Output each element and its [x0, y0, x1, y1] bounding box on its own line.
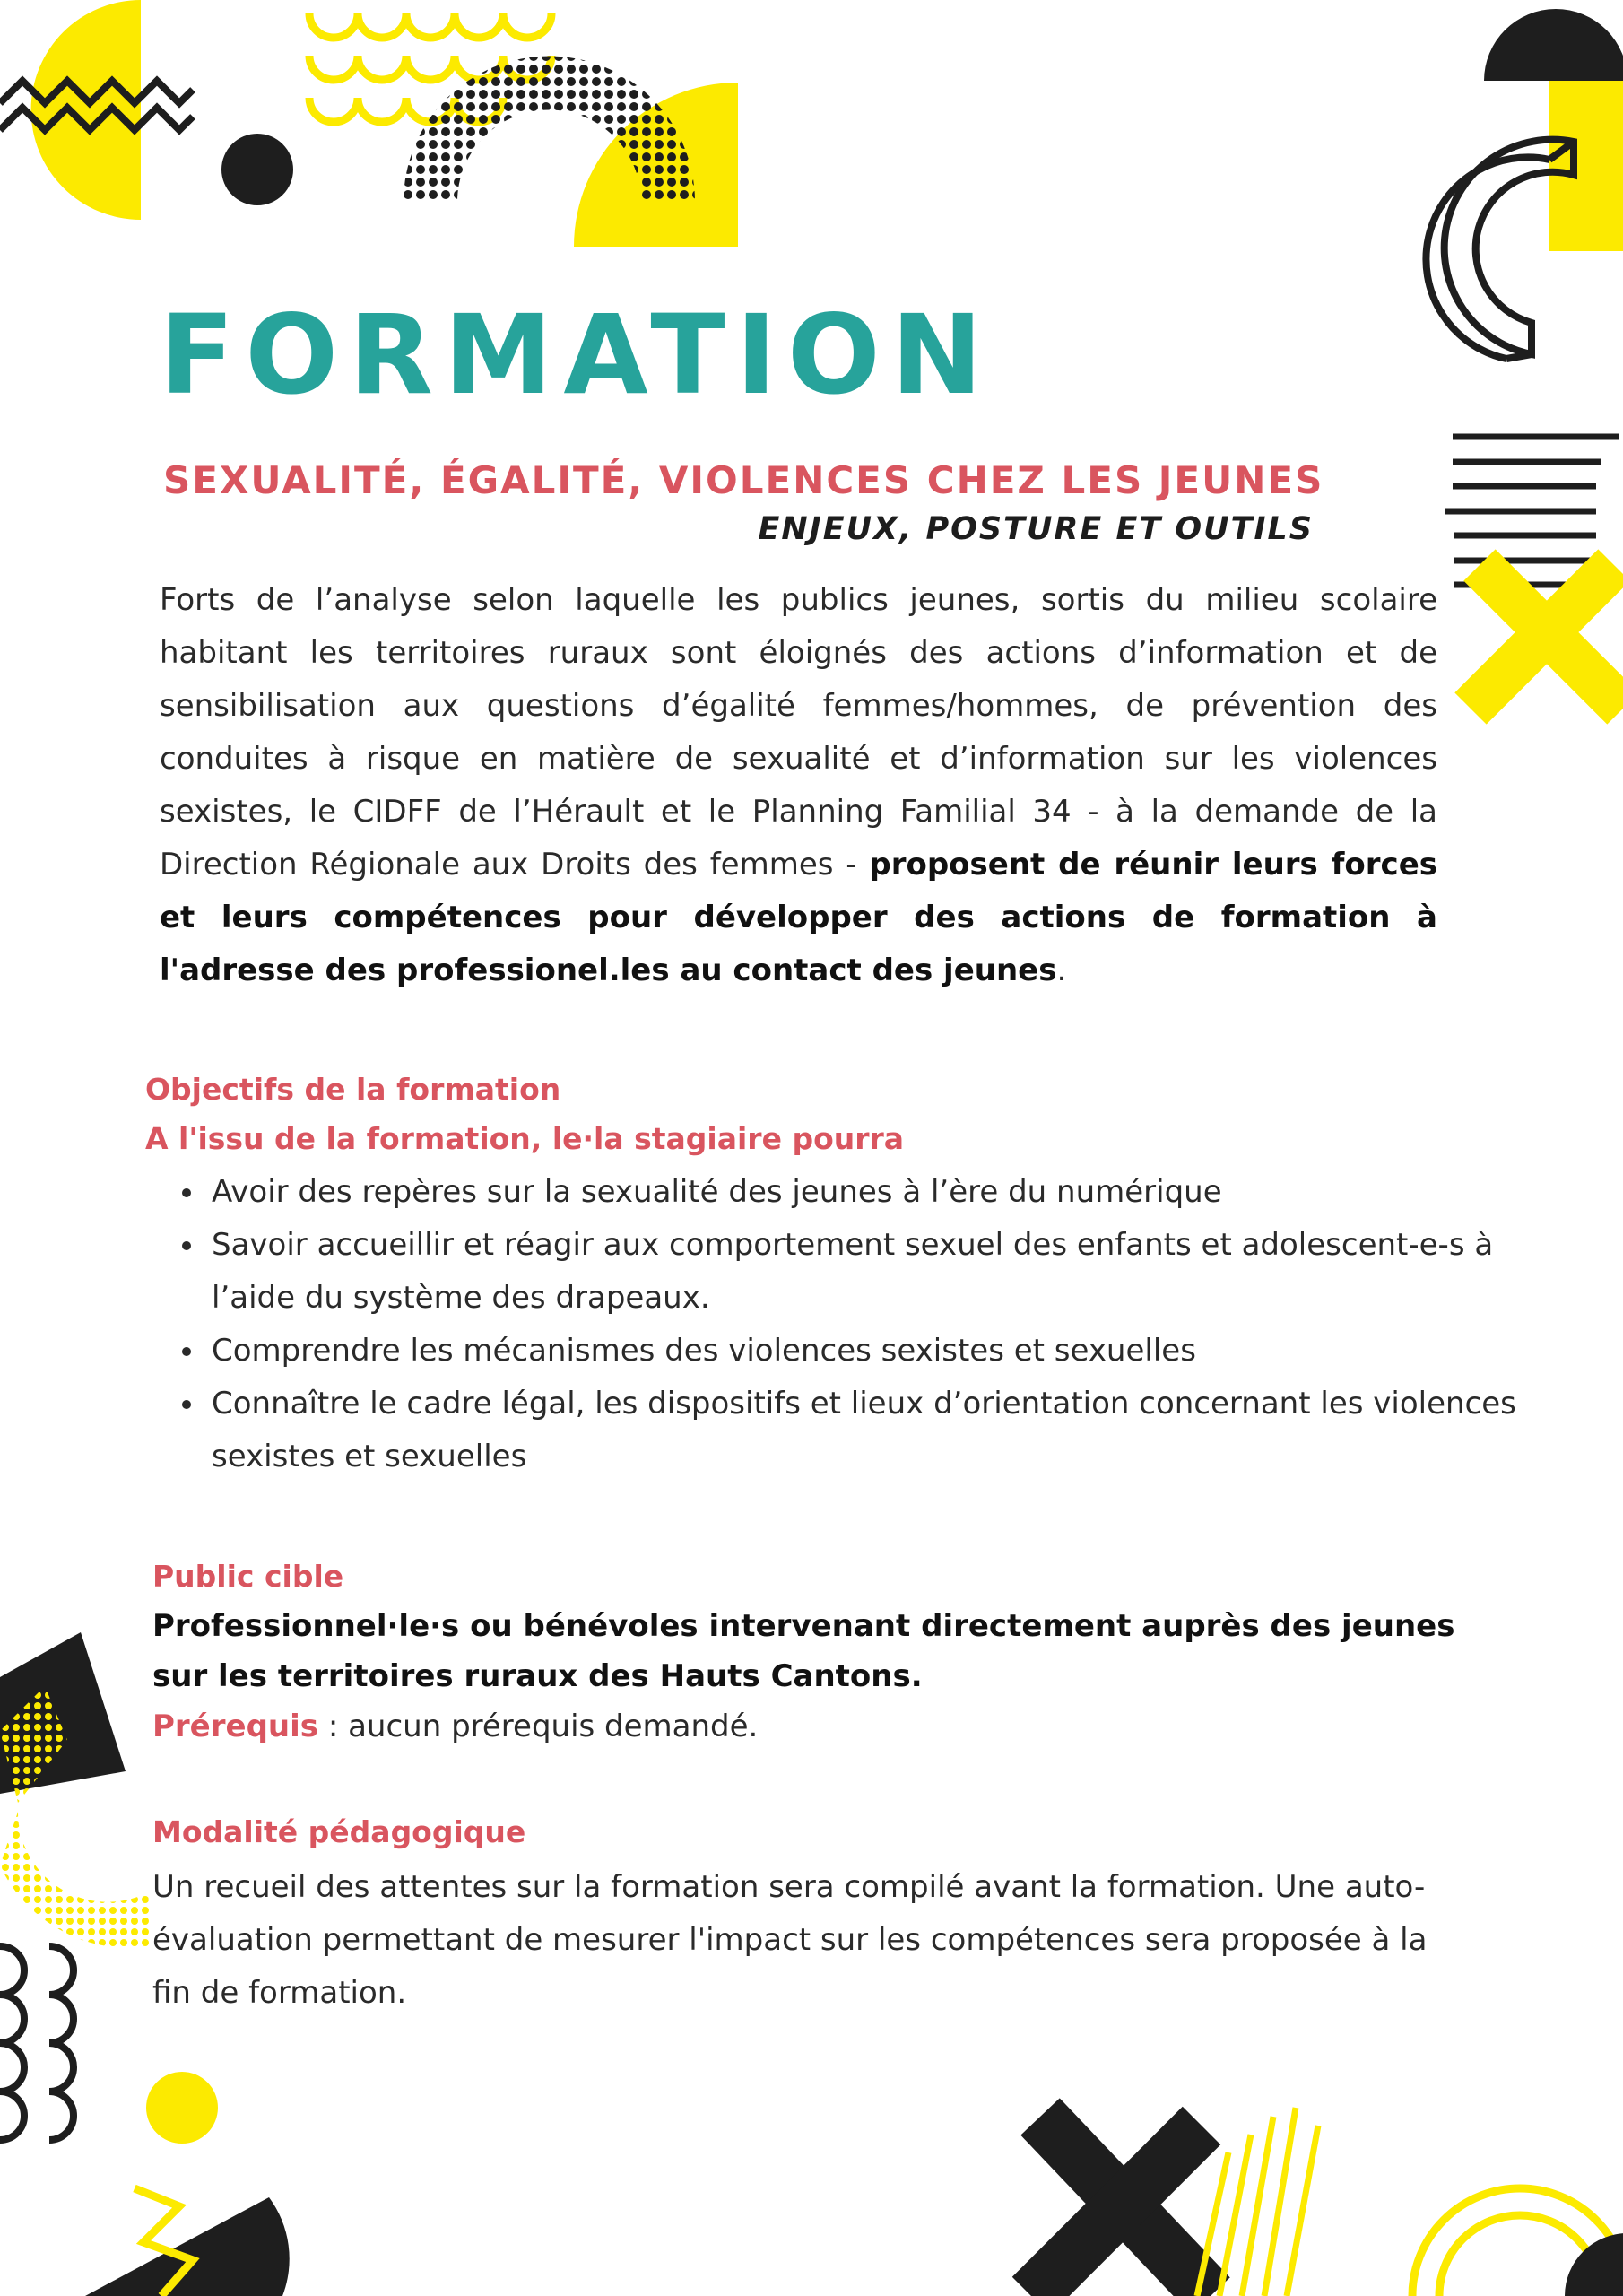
intro-paragraph [160, 574, 1437, 997]
public-heading: Public cible [152, 1559, 344, 1594]
yellow-quarter-circle [574, 83, 738, 247]
subtitle: SEXUALITÉ, ÉGALITÉ, VIOLENCES CHEZ LES JEUNES [163, 458, 1324, 502]
c-shape-outline [1426, 140, 1574, 359]
public-text: Professionnel·le·s ou bénévoles intervenant directement auprès des jeunes sur les territoires ruraux des Hauts Cantons. [152, 1608, 1455, 1694]
yellow-dotted-arc [0, 1812, 152, 1948]
yellow-rainbow-arcs [1412, 2188, 1623, 2296]
yellow-half-circle-top-left [31, 0, 141, 220]
prerequisite-text: : aucun prérequis demandé. [318, 1709, 759, 1744]
yellow-scallops [309, 13, 551, 122]
list-item: • Savoir accueillir et réagir aux comportement sexuel des enfants et adolescent-e-s à l’aide du système des drapeaux. [206, 1219, 1524, 1325]
modality-heading: Modalité pédagogique [152, 1814, 526, 1849]
horizontal-lines [1445, 437, 1619, 585]
modality-text: Un recueil des attentes sur la formation sera compilé avant la formation. Une auto-évaluation permettant de mesurer l'impact sur les compétences sera proposée à la fin de formation. [152, 1869, 1428, 2011]
black-wedge-left [0, 1632, 126, 1794]
yellow-bar-right [1549, 81, 1623, 251]
objectives-subheading: A l'issu de la formation, le·la stagiaire pourra [145, 1121, 905, 1156]
list-item: • Avoir des repères sur la sexualité des jeunes à l’ère du numérique [206, 1166, 1524, 1219]
yellow-dot-bottom-left [146, 2072, 218, 2144]
black-scallops-left [0, 1946, 74, 2140]
intro-text: Forts de l’analyse selon laquelle les publics jeunes, sortis du milieu scolaire habitant les territoires ruraux sont éloignés des actions d’information et de sensibilisation aux questions d’égalité femmes/hommes, de prévention des conduites à risque en matière de sexualité et d’information sur les violences sexistes, le CIDFF de l’Hérault et le Planning Familial 34 - à la demande de la Direction Régionale aux Droits des femmes - [160, 582, 1437, 883]
subtitle-secondary: ENJEUX, POSTURE ET OUTILS [758, 511, 1314, 547]
objectives-list [160, 1166, 1524, 1483]
prerequisite-label: Prérequis [152, 1709, 319, 1744]
intro-end: . [1056, 952, 1067, 988]
black-dot [221, 134, 293, 205]
objectives-heading: Objectifs de la formation [145, 1072, 561, 1107]
black-half-circle-bottom-left [85, 2197, 290, 2296]
black-x-bottom [1031, 2117, 1211, 2296]
yellow-x-right [1471, 565, 1623, 709]
black-half-circle-top-right [1484, 9, 1623, 81]
yellow-dotted-wedge [0, 1686, 67, 1803]
intro-bold-text: proposent de réunir leurs forces et leurs compétences pour développer des actions de formation à l'adresse des professionel.les au contact des jeunes [160, 847, 1438, 988]
yellow-lightning [135, 2188, 193, 2296]
page-title: FORMATION [160, 291, 994, 419]
zigzag-lines [0, 81, 193, 130]
black-quarter-bottom-right [1565, 2233, 1623, 2296]
dotted-arch [404, 57, 695, 203]
yellow-diagonal-lines [1197, 2108, 1318, 2296]
prerequisite [152, 1701, 758, 1752]
list-item: • Connaître le cadre légal, les dispositifs et lieux d’orientation concernant les violences sexistes et sexuelles [206, 1378, 1524, 1483]
list-item: • Comprendre les mécanismes des violences sexistes et sexuelles [206, 1325, 1524, 1378]
